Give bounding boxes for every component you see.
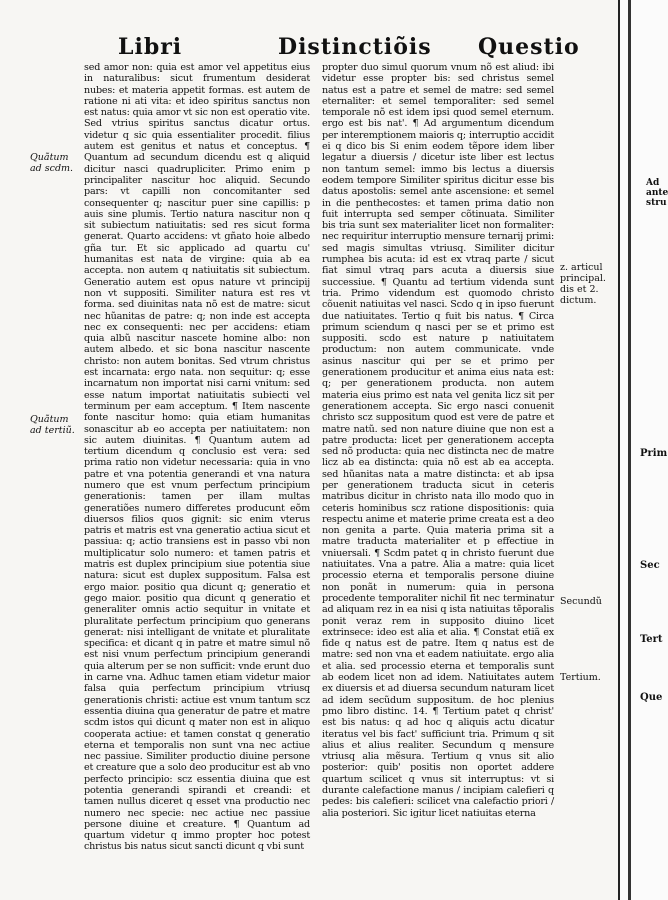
facing-page-fragment-que: Que [640, 692, 663, 703]
right-margin-note-tertium: Tertium. [560, 672, 601, 683]
header-left: Libri [118, 34, 183, 60]
facing-page-fragment-tert: Tert [640, 634, 663, 645]
header-right: Questio [478, 34, 580, 60]
header-middle: Distinctiõis [278, 34, 432, 60]
facing-page-fragment-ad: Ad ante stru [646, 178, 668, 208]
right-margin-note-secundum: Secundũ [560, 596, 602, 607]
left-text-column [84, 62, 310, 853]
right-margin-note-articuli: z. articul principal. dis et 2. dictum. [560, 262, 606, 306]
right-text-column [322, 62, 554, 819]
facing-page-fragment-sec: Sec [640, 560, 660, 571]
left-column-text: sed amor non: quia est amor vel appetitus eius in naturalibus: sicut frumentum desiderat nubes: et materia appetit formas. est autem de ratione ni ati vita: et ideo spiritus sanctus non est natus: quia amor vt sic non est operatio vite. Sed vtrius spiritus sanctus dicatur ortus. videtur q sic quia essentialiter procedit. filius autem est genitus et natus et conceptus. ¶ Quantum ad secundum dicendu est q aliquid dicitur nasci quadrupliciter. Primo enim p principaliter nascitur hoc aliquid. Secundo pars: vt capilli non concomitanter sed consequenter q; nascitur puer sine capillis: p auis sine plumis. Tertio natura nascitur non q sit subiectum natiuitatis: sed res sicut forma generat. Quarto accidens: vt gñato hoie albedo gña tur. Et sic applicado ad quartu cu' humanitas est nata de virgine: quia ab ea accepta. non autem q natiuitatis sit subiectum. Generatio autem est opus nature vt principij non vt suppositi. Similiter natura est res vt forma. sed diuinitas nata nõ est de matre: sicut nec hũanitas de patre: q; non inde est accepta nec ex consequenti: nec per accidens: etiam quia albũ nascitur nascete homine albo: non autem albedo. et sic bona nascitur nascente christo: non autem bonitas. Sed vtrum christus est incarnata: ergo nata. non sequitur: q; esse incarnatum non importat nisi carni vnitum: sed esse natum importat natiuitatis subiecti vel terminum per eam acceptum. ¶ Item nascente fonte nascitur homo: quia etiam humanitas sonascitur ab eo accepta per natiuitatem: non sic autem diuinitas. ¶ Quantum autem ad tertium dicendum q conclusio est vera: sed prima ratio non videtur necessaria: quia in vno patre et vna potentia generandi et vna natura numero que est vnum perfectum principium generationis: tamen per illam multas generatiões numero differetes producunt eõm diuersos filios quos gignit: sic enim vterus patris et matris est vna generatio actiua sicut et passiua: q; actio transiens est in passo vbi non multiplicatur solo numero: et tamen patris et matris est duplex principium siue potentia siue natura: sicut est duplex suppositum. Falsa est ergo maior. positio qua dicunt q; generatio et gego maior. positio qua dicunt q generatio et generaliter omnis actio sequitur in vnitate et pluralitate perfectum principium quo generans generat: nisi intelligant de vnitate et pluralitate specifica: et dicant q in patre et matre simul nõ est nisi vnum perfectum principium generandi quia alterum per se non sufficit: vnde erunt duo in carne vna. Adhuc tamen etiam videtur maior falsa quia perfectum principium vtriusq generationis christi: actiue est vnum tantum scz essentia diuina qua generatur de patre et matre scdm istos qui dicunt q mater non est in aliquo cooperata actiue: et tamen constat q generatio eterna et temporalis non sunt vna nec actiue nec passiue. Similiter productio diuine persone et creature que a solo deo producitur est ab vno perfecto principio: scz essentia diuina que est potentia generandi spirandi et creandi: et tamen nullus diceret q esset vna productio nec numero nec specie: nec actiue nec passiue persone diuine et creature. ¶ Quantum ad quartum videtur q immo propter hoc potest christus bis natus sicut sancti dicunt q vbi sunt [84, 62, 310, 853]
running-header [108, 34, 580, 64]
margin-note-secundum: Quãtum ad scdm. [30, 152, 74, 174]
facing-page-fragment-prim: Prim [640, 448, 668, 459]
right-column-text: propter duo simul quorum vnum nõ est aliud: ibi videtur esse propter bis: sed christus semel natus est a patre et semel de matre: sed semel eternaliter: et semel temporaliter: sed semel temporale nõ est idem ipsi quod semel eternum. ergo est bis nat'. ¶ Ad argumentum dicendum per interemptionem maioris q; interruptio accidit ei q dico bis Si enim eodem tẽpore idem liber legatur a diuersis / dicetur iste liber est lectus non tantum semel: immo bis lectus a diuersis eodem tempore Similiter spiritus dicitur esse bis datus apostolis: semel ante ascensione: et semel in die penthecostes: et tamen prima datio non fuit interrupta sed semper cõtinuata. Similiter bis tria sunt sex materialiter licet non formaliter: nec requiritur interruptio mensure ternarij primi: sed magis simultas vtriusq. Similiter dicitur rumphea bis acuta: id est ex vtraq parte / sicut fiat simul vtraq pars acuta a diuersis siue successiue. ¶ Quantu ad tertium videnda sunt tria. Primo videndum est quomodo christo cõuenit natiuitas vel nasci. Scdo q in ipso fuerunt due natiuitates. Tertio q fuit bis natus. ¶ Circa primum sciendum q nasci per se et primo est suppositi. scdo est nature p natiuitatem productum: non autem communicate. vnde asinus nascitur qui per se et primo per generationem producitur et anima eius nata est: q; per generationem producta. non autem materia eius primo est nata vel genita licz sit per generationem accepta. Sic ergo nasci conuenit christo scz suppositum quod est vere de patre et matre natũ. sed non nature diuine que non est a patre producta: licet per generationem accepta sed nõ producta: quia nec distincta nec de matre licz ab ea distincta: quia nõ est ab ea accepta. sed hũanitas nata a matre distincta: et ab ipsa per generationem traducta sicut in ceteris matribus dicitur in christo nata illo modo quo in ceteris hominibus scz ratione dispositionis: quia respectu anime et materie prime creata est a deo non genita a parte. Quia materia prima sit a matre traducta materialiter et p effectiue in vniuersali. ¶ Scdm patet q in christo fuerunt due natiuitates. Vna a patre. Alia a matre: quia licet processio eterna et temporalis persone diuine non ponãt in numerum: quia in persona procedente temporaliter nichil fit nec terminatur ad aliquam rez in ea nisi q ista natiuitas tẽporalis ponit veraz rem in supposito diuino licet extrinsece: ideo est alia et alia. ¶ Constat etiã ex fide q natus est de patre. Item q natus est de matre: sed non vna et eadem natiuitate. ergo alia et alia. sed processio eterna et temporalis sunt ab eodem licet non ad idem. Natiuitates autem ex diuersis et ad diuersa secundum naturam licet ad idem secũdum suppositum. de hoc plenius pmo libro distinc. 14. ¶ Tertium patet q christ' est bis natus: q ad hoc q aliquis actu dicatur iteratus vel bis fact' sufficiunt tria. Primum q sit alius et alius realiter. Secundum q mensure vtriusq alia mẽsura. Tertium q vnus sit alio posterior: quib' positis non oportet addere quartum scilicet q vnus sit interruptus: vt si durante calefactione manus / incipiam calefieri q pedes: bis calefieri: scilicet vna calefactio priori / alia posteriori. Sic igitur licet natiuitas eterna [322, 62, 554, 819]
margin-note-tertium: Quãtum ad tertiũ. [30, 414, 75, 436]
page-gutter-line [628, 0, 631, 900]
